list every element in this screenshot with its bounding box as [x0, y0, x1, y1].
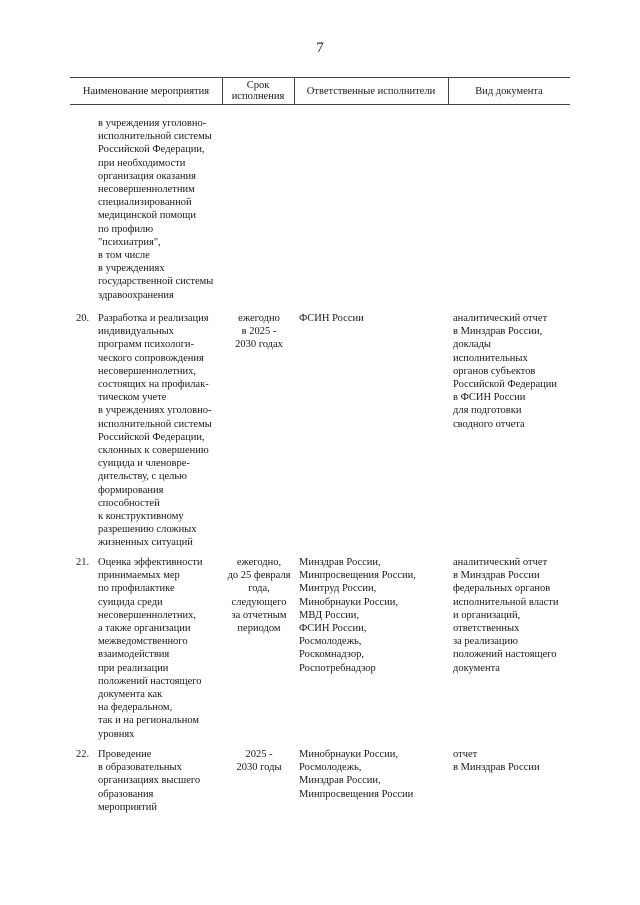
column-header-term: Срок исполнения [231, 80, 285, 102]
row-doc-type-cell [453, 312, 571, 431]
text-line: разрешению сложных [98, 524, 197, 536]
text-line: несовершеннолетних, [98, 609, 196, 621]
row-number: 22. [76, 749, 90, 760]
text-line: принимаемых мер [98, 570, 180, 582]
continuation-name-cell [98, 117, 222, 302]
row-responsible-cell [299, 748, 449, 801]
text-line: дительству, с целью [98, 471, 187, 483]
text-line: ежегодно [238, 313, 280, 324]
text-line: для подготовки [453, 405, 522, 417]
text-line: при необходимости [98, 157, 186, 169]
row-doc-type-cell [453, 748, 571, 774]
text-line: состоящих на профилак- [98, 379, 209, 391]
text-line: государственной системы [98, 276, 214, 288]
row-doc-type-cell [453, 556, 571, 675]
text-line: на федеральном, [98, 702, 173, 714]
text-line: Российской Федерации, [98, 431, 205, 443]
text-line: федеральных органов [453, 583, 551, 595]
text-line: документа как [98, 689, 163, 701]
text-line: здравоохранения [98, 289, 174, 301]
text-line: ческого сопровождения [98, 352, 204, 364]
text-line: исполнительной системы [98, 131, 212, 143]
text-line: в Минздрав России [453, 570, 540, 582]
text-line: так и на региональном [98, 715, 200, 727]
text-line: Российской Федерации [453, 379, 557, 391]
row-term-cell [222, 556, 296, 635]
text-line: межведомственного [98, 636, 188, 648]
text-line: в учреждения уголовно- [98, 118, 207, 129]
text-line: суицида и членовре- [98, 458, 190, 470]
text-line: 2025 - [245, 749, 273, 760]
text-line: исполнительной власти [453, 596, 559, 608]
text-line: доклады [453, 339, 491, 351]
text-line: способностей [98, 497, 160, 509]
text-line: Росмолодежь, [299, 762, 362, 774]
text-line: по профилактике [98, 583, 175, 595]
text-line: образования [98, 788, 154, 800]
text-line: медицинской помощи [98, 210, 196, 222]
text-line: Разработка и реализация [98, 313, 209, 324]
text-line: и организаций, [453, 609, 521, 621]
text-line: в Минздрав России, [453, 326, 543, 338]
text-line: сводного отчета [453, 418, 525, 430]
text-line: взаимодействия [98, 649, 170, 661]
row-name-cell [98, 748, 222, 814]
text-line: в 2025 - [241, 326, 277, 338]
text-line: специализированной [98, 197, 192, 209]
text-line: несовершеннолетних, [98, 365, 196, 377]
row-name-cell [98, 312, 222, 550]
text-line: Оценка эффективности [98, 557, 203, 568]
column-header-responsible: Ответственные исполнители [306, 85, 436, 97]
text-line: Роскомнадзор, [299, 649, 364, 661]
text-line: Минпросвещения России [299, 788, 414, 800]
text-line: Минтруд России, [299, 583, 377, 595]
text-line: мероприятий [98, 801, 157, 813]
text-line: до 25 февраля [227, 570, 291, 582]
text-line: по профилю [98, 223, 154, 235]
text-line: Минобрнауки России, [299, 596, 399, 608]
text-line: в ФСИН России [453, 392, 526, 404]
text-line: Минздрав России, [299, 775, 381, 787]
text-line: программ психологи- [98, 339, 195, 351]
row-term-cell [222, 312, 296, 352]
text-line: положений настоящего [98, 675, 202, 687]
text-line: ФСИН России [299, 313, 364, 324]
text-line: Минобрнауки России, [299, 749, 399, 760]
text-line: аналитический отчет [453, 557, 548, 568]
text-line: ежегодно, [236, 557, 282, 568]
text-line: ответственных [453, 623, 520, 635]
text-line: тическом учете [98, 392, 167, 404]
text-line: в учреждениях уголовно- [98, 405, 212, 417]
row-responsible-cell [299, 312, 449, 325]
text-line: индивидуальных [98, 326, 174, 338]
text-line: к конструктивному [98, 511, 184, 523]
text-line: МВД России, [299, 609, 360, 621]
text-line: уровнях [98, 728, 135, 740]
text-line: исполнительных [453, 352, 528, 364]
text-line: в образовательных [98, 762, 182, 774]
text-line: 2030 годы [236, 762, 282, 774]
text-line: в Минздрав России [453, 762, 540, 774]
row-name-cell [98, 556, 222, 741]
row-number: 21. [76, 557, 90, 568]
text-line: организация оказания [98, 170, 196, 182]
text-line: суицида среди [98, 596, 163, 608]
text-line: периодом [237, 623, 281, 635]
text-line: жизненных ситуаций [98, 537, 193, 549]
text-line: положений настоящего [453, 649, 557, 661]
text-line: следующего [231, 596, 287, 608]
header-bottom-rule [70, 104, 570, 105]
page-number: 7 [316, 40, 324, 56]
text-line: года, [248, 583, 270, 595]
column-header-name: Наименование мероприятия [82, 85, 210, 97]
text-line: ФСИН России, [299, 623, 367, 635]
text-line: отчет [453, 749, 478, 760]
text-line: Российской Федерации, [98, 144, 205, 156]
text-line: исполнительной системы [98, 418, 212, 430]
text-line: а также организации [98, 623, 191, 635]
text-line: документа [453, 662, 500, 674]
row-responsible-cell [299, 556, 449, 675]
text-line: организациях высшего [98, 775, 201, 787]
text-line: склонных к совершению [98, 445, 209, 457]
text-line: "психиатрия", [98, 236, 161, 248]
text-line: Росмолодежь, [299, 636, 362, 648]
text-line: органов субъектов [453, 365, 536, 377]
text-line: за отчетным [231, 609, 287, 621]
column-header-doc-type: Вид документа [475, 85, 543, 97]
text-line: 2030 годах [235, 339, 283, 351]
text-line: в учреждениях [98, 263, 165, 275]
row-term-cell [222, 748, 296, 774]
row-number: 20. [76, 313, 90, 324]
text-line: формирования [98, 484, 164, 496]
text-line: несовершеннолетним [98, 184, 195, 196]
text-line: Минпросвещения России, [299, 570, 416, 582]
text-line: Минздрав России, [299, 557, 381, 568]
text-line: за реализацию [453, 636, 518, 648]
text-line: в том числе [98, 250, 150, 262]
text-line: при реализации [98, 662, 169, 674]
text-line: аналитический отчет [453, 313, 548, 324]
text-line: Роспотребнадзор [299, 662, 376, 674]
text-line: Проведение [98, 749, 152, 760]
